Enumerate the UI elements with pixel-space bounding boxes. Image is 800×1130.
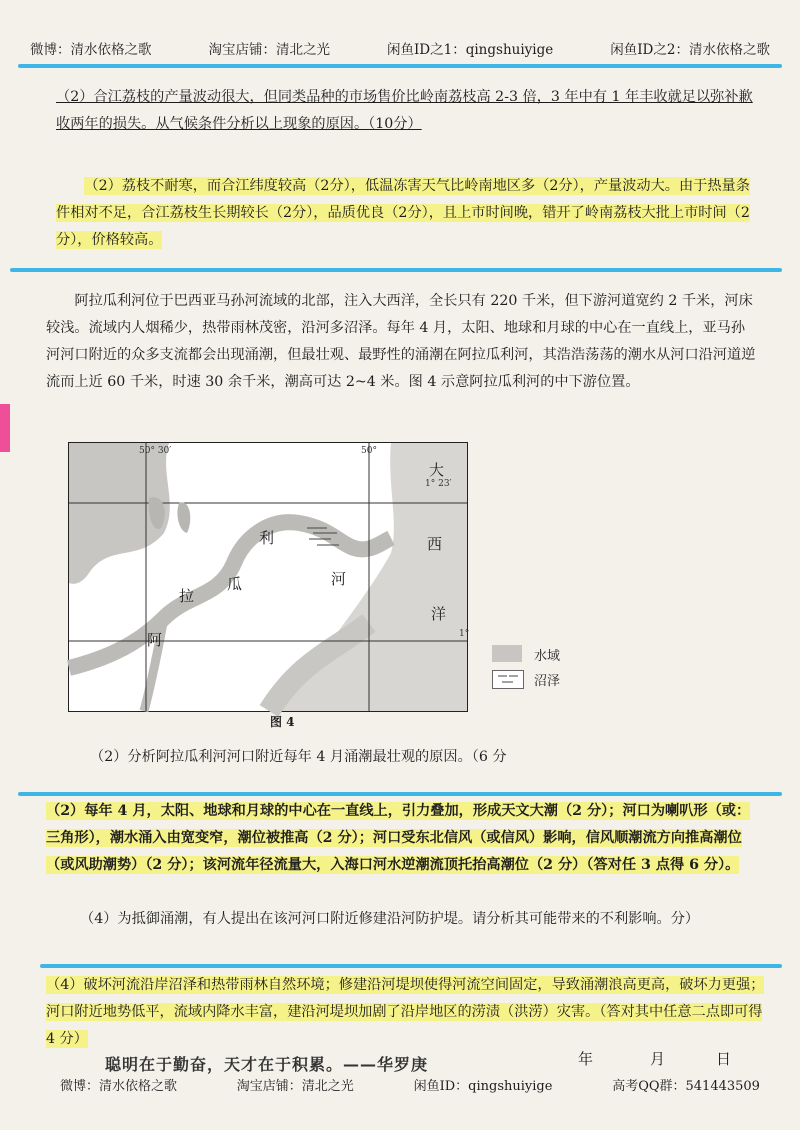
label-ocean-1: 大 (429, 461, 445, 479)
label-river-2: 拉 (179, 587, 195, 605)
question-q4: （4）为抵御涌潮，有人提出在该河河口附近修建沿河防护堤。请分析其可能带来的不利影响。分） (80, 911, 700, 927)
tick-lat-2: 1° (459, 629, 470, 639)
answer-tide: （2）每年 4 月，太阳、地球和月球的中心在一直线上，引力叠加，形成天文大潮（2 分）；河口为喇叭形（或：三角形），潮水涌入由宽变窄，潮位被推高（2 分）；河口受东北信风（或信风）影响，信风顺潮流方向推高潮位（或风助潮势）（2 分）；该河流年径流量大，入海口河水逆潮流顶托抬高潮位（2 分）（答对任 3 点得 6 分）。 (46, 803, 751, 873)
page-footer (60, 1075, 760, 1094)
divider-line (18, 64, 782, 68)
label-river-4: 利 (259, 529, 275, 547)
label-ocean-2: 西 (427, 535, 443, 553)
tick-lon-2: 50° (361, 446, 377, 456)
figure-4-map (68, 442, 468, 712)
label-ocean-3: 洋 (431, 605, 447, 623)
question-tide: （2）分析阿拉瓜利河河口附近每年 4 月涌潮最壮观的原因。（6 分 (90, 749, 507, 765)
question-litchi: （2）合江荔枝的产量波动很大，但同类品种的市场售价比岭南荔枝高 2-3 倍，3 年中有 1 年丰收就足以弥补歉收两年的损失。从气候条件分析以上现象的原因。（10分） (56, 89, 753, 132)
label-river-5: 河 (331, 570, 347, 588)
answer-q4: （4）破坏河流沿岸沼泽和热带雨林自然环境；修建沿河堤坝使得河流空间固定，导致涌潮浪高更高，破坏力更强；河口附近地势低平，流域内降水丰富，建沿河堤坝加剧了沿岸地区的涝渍（洪涝）灾害。（答对其中任意二点即可得 4 分） (46, 977, 765, 1047)
answer-litchi: （2）荔枝不耐寒，而合江纬度较高（2分），低温冻害天气比岭南地区多（2分），产量波动大。由于热量条件相对不足，合江荔枝生长期较长（2分），品质优良（2分），且上市时间晚，错开了岭南荔枝大批上市时间（2分），价格较高。 (56, 178, 750, 248)
motto-line: 聪明在于勤奋，天才在于积累。——华罗庚 (105, 1055, 429, 1074)
page-header (30, 38, 770, 58)
legend-swamp-label: 沼泽 (534, 674, 561, 689)
legend-swamp-swatch (492, 670, 524, 689)
header-weibo: 微博：清水依格之歌 (30, 42, 152, 58)
divider-line (18, 792, 782, 796)
footer-taobao: 淘宝店铺：清北之光 (236, 1079, 354, 1094)
date-year: 年 (578, 1050, 594, 1068)
tick-lat-1: 1° 23′ (425, 479, 452, 489)
legend-water-swatch (492, 645, 522, 662)
header-taobao: 淘宝店铺：清北之光 (208, 42, 330, 58)
side-tab-marker (0, 404, 10, 452)
divider-line (40, 964, 782, 968)
label-river-1: 阿 (147, 631, 163, 649)
label-river-3: 瓜 (227, 575, 243, 593)
footer-qq: 高考QQ群：541443509 (612, 1079, 760, 1094)
header-xianyu-1: 闲鱼ID之1：qingshuiyige (386, 42, 554, 58)
date-month: 月 (650, 1050, 666, 1068)
header-xianyu-2: 闲鱼ID之2：清水依格之歌 (610, 42, 770, 58)
tick-lon-1: 50° 30′ (139, 446, 172, 456)
legend-water-label: 水域 (534, 649, 561, 664)
divider-line (10, 268, 782, 272)
footer-weibo: 微博：清水依格之歌 (60, 1079, 178, 1094)
date-day: 日 (716, 1050, 732, 1068)
figure-caption: 图 4 (270, 715, 295, 729)
footer-xianyu: 闲鱼ID：qingshuiyige (413, 1079, 553, 1094)
passage-text: 阿拉瓜利河位于巴西亚马孙河流域的北部，注入大西洋，全长只有 220 千米，但下游河道宽约 2 千米，河床较浅。流域内人烟稀少，热带雨林茂密，沿河多沼泽。每年 4 月，太阳、地球和月球的中心在一直线上，亚马孙河河口附近的众多支流都会出现涌潮，但最壮观、最野性的涌潮在阿拉瓜利河，其浩浩荡荡的潮水从河口沿河道逆流而上近 60 千米，时速 30 余千米，潮高可达 2~4 米。图 4 示意阿拉瓜利河的中下游位置。 (46, 293, 756, 390)
